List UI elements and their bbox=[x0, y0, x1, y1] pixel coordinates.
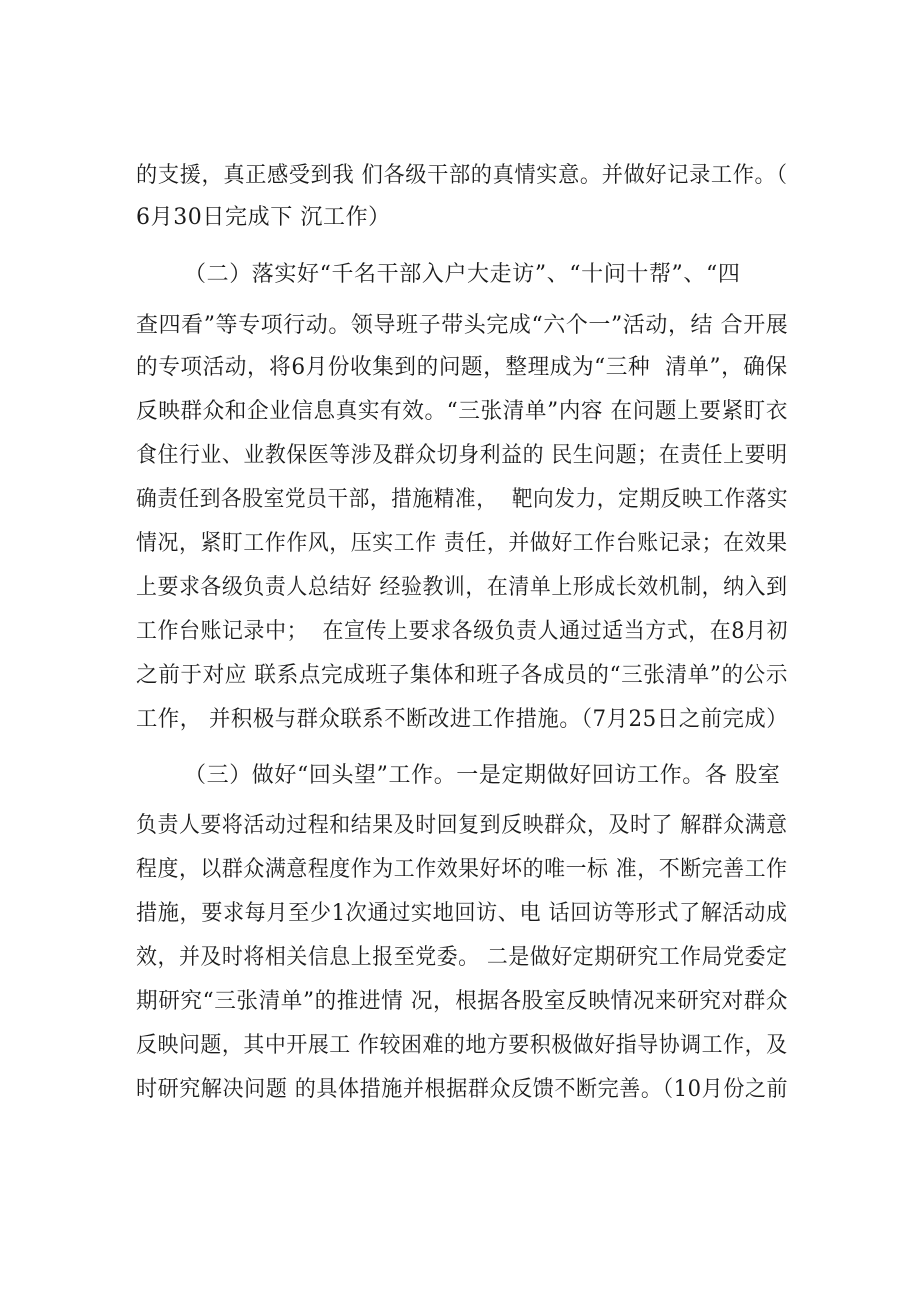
text-line: 工作台账记录中； 在宣传上要求各级负责人通过适当方式，在8月初 bbox=[136, 619, 789, 644]
text-line: 确责任到各股室党员干部，措施精准， 靶向发力，定期反映工作落实 bbox=[136, 487, 789, 512]
text-line: 6月30日完成下 沉工作） bbox=[136, 205, 391, 230]
text-line: 的专项活动，将6月份收集到的问题，整理成为“三种 清单”，确保 bbox=[136, 355, 788, 380]
text-line: 查四看”等专项行动。领导班子带头完成“六个一”活动，结 合开展 bbox=[136, 313, 789, 338]
text-line: 的支援，真正感受到我 们各级干部的真情实意。并做好记录工作。（ bbox=[136, 163, 788, 188]
text-line: 食住行业、业教保医等涉及群众切身利益的 民生问题；在责任上要明 bbox=[136, 443, 788, 468]
text-line: 反映群众和企业信息真实有效。“三张清单”内容 在问题上要紧盯衣 bbox=[136, 399, 789, 424]
text-line: 负责人要将活动过程和结果及时回复到反映群众，及时了 解群众满意 bbox=[136, 813, 788, 838]
text-line: 措施，要求每月至少1次通过实地回访、电 话回访等形式了解活动成 bbox=[136, 901, 788, 926]
text-line: 程度，以群众满意程度作为工作效果好坏的唯一标 准，不断完善工作 bbox=[136, 857, 788, 882]
text-line: 期研究“三张清单”的推进情 况，根据各股室反映情况来研究对群众 bbox=[136, 989, 789, 1014]
text-line: 情况，紧盯工作作风，压实工作 责任，并做好工作台账记录；在效果 bbox=[136, 531, 788, 556]
paragraph-3-first-line: （三）做好“回头望”工作。一是定期做好回访工作。各 股室 bbox=[184, 763, 781, 788]
paragraph-2-first-line: （二）落实好“千名干部入户大走访”、“十问十帮”、“四 bbox=[184, 262, 741, 287]
text-line: 时研究解决问题 的具体措施并根据群众反馈不断完善。（10月份之前 bbox=[136, 1077, 789, 1102]
text-line: 反映问题，其中开展工 作较困难的地方要积极做好指导协调工作，及 bbox=[136, 1033, 788, 1058]
text-line: 之前于对应 联系点完成班子集体和班子各成员的“三张清单”的公示 bbox=[136, 663, 789, 688]
text-line: 上要求各级负责人总结好 经验教训，在清单上形成长效机制，纳入到 bbox=[136, 575, 788, 600]
text-line: 效，并及时将相关信息上报至党委。 二是做好定期研究工作局党委定 bbox=[136, 945, 788, 970]
text-line: 工作， 并积极与群众联系不断改进工作措施。（7月25日之前完成） bbox=[136, 707, 789, 732]
